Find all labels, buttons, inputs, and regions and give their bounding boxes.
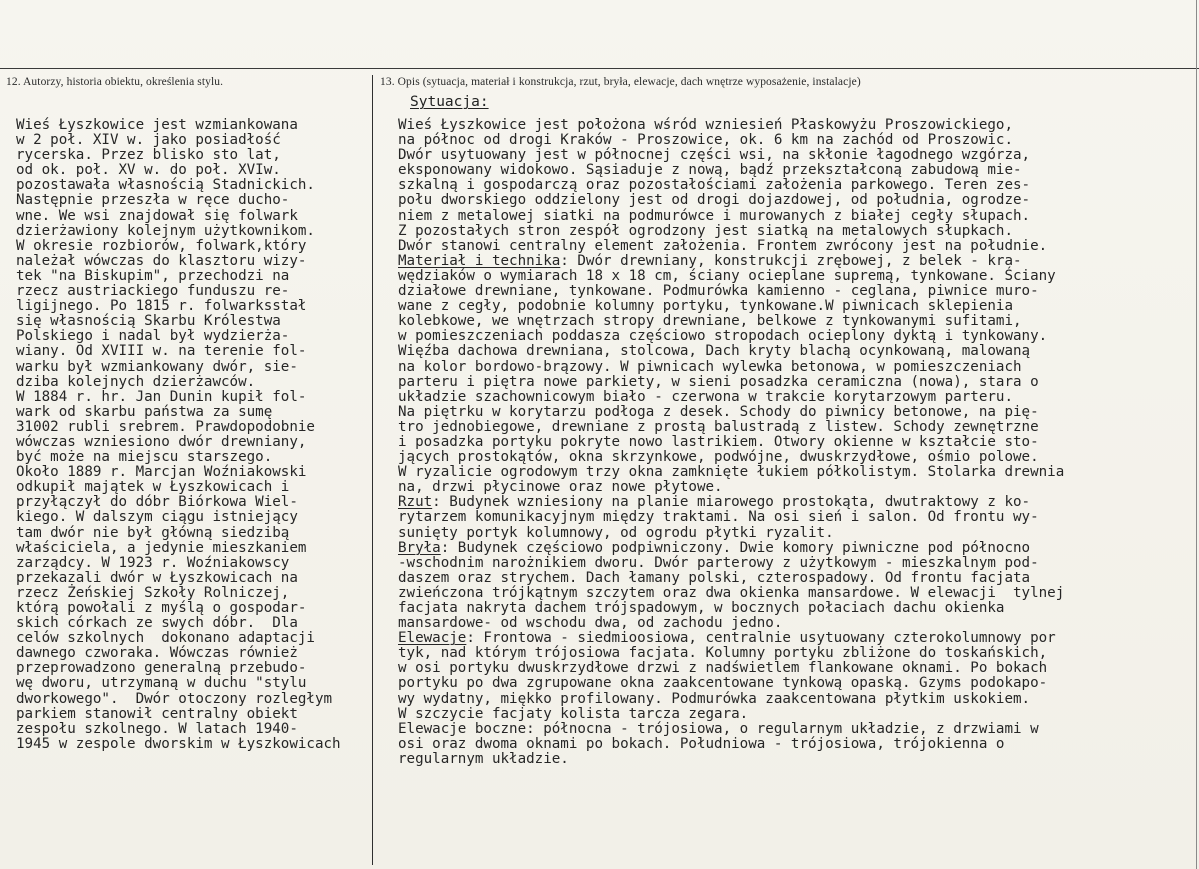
history-line: 31002 rubli srebrem. Prawdopodobnie	[16, 418, 315, 435]
history-line: Wieś Łyszkowice jest wzmiankowana	[16, 117, 298, 133]
history-line: rycerska. Przez blisko sto lat,	[16, 147, 281, 164]
description-text: Dwór stanowi centralny element założenia. Frontem zwrócony jest na południe.	[398, 237, 1048, 254]
column-divider	[372, 75, 373, 865]
history-line: Następnie przeszła w ręce ducho-	[16, 192, 290, 209]
description-line	[398, 510, 1064, 525]
description-line	[398, 148, 1064, 163]
description-text: daszem oraz strychem. Dach łamany polski, czterospadowy. Od frontu facjata	[398, 569, 1031, 586]
description-text: jących prostokątów, okna skrzynkowe, podwójne, dwuskrzydłowe, ośmio polowe.	[398, 449, 1039, 466]
description-text: mansardowe- od wschodu dwa, od zachodu jedno.	[398, 615, 783, 632]
section-label: Bryła	[398, 539, 441, 556]
description-line	[398, 480, 1064, 495]
history-line: wówczas wzniesiono dwór drewniany,	[16, 433, 307, 450]
description-line	[398, 707, 1064, 722]
history-line: tam dwór nie był główną siedzibą	[16, 524, 290, 541]
history-line: przyłączył do dóbr Biórkowa Wiel-	[16, 494, 298, 511]
section-label: Elewacje	[398, 630, 467, 647]
history-line: zarządcy. W 1923 r. Woźniakowscy	[16, 554, 290, 571]
description-line	[398, 375, 1064, 390]
description-line	[398, 601, 1064, 616]
description-line	[398, 118, 1064, 133]
description-line	[398, 676, 1064, 691]
description-text: działowe drewniane, tynkowane. Podmurówka kamienno - ceglana, piwnice muro-	[398, 283, 1039, 300]
description-text: w osi portyku dwuskrzydłowe drzwi z nadświetlem flankowane oknami. Po bokach	[398, 660, 1048, 677]
top-rule	[0, 68, 1199, 69]
section-13-header: 13. Opis (sytuacja, materiał i konstrukcja, rzut, bryła, elewacje, dach wnętrze wyposażenie, instalacje)	[380, 76, 861, 88]
description-text: W szczycie facjaty kolista tarcza zegara.	[398, 705, 749, 722]
description-text-column	[398, 118, 1064, 767]
history-line: w 2 poł. XIV w. jako posiadłość	[16, 132, 281, 149]
description-text: kolebkowe, we wnętrzach stropy drewniane, belkowe z tynkowanymi sufitami,	[398, 313, 1022, 330]
right-edge-rule	[1196, 0, 1197, 869]
description-line	[398, 239, 1064, 254]
history-line: warku był wzmiankowany dwór, sie-	[16, 358, 298, 375]
description-text: Z pozostałych stron zespół ogrodzony jest siatką na metalowych słupkach.	[398, 222, 1013, 239]
description-text: sunięty portyk kolumnowy, od ogrodu płytki ryzalit.	[398, 524, 834, 541]
description-text: parteru i piętra nowe parkiety, w sieni posadzka ceramiczna (nowa), stara o	[398, 373, 1039, 390]
description-text: Wieś Łyszkowice jest położona wśród wzniesień Płaskowyżu Proszowickiego,	[398, 117, 1013, 133]
description-line	[398, 360, 1064, 375]
description-text: tro jednobiegowe, drewniane z prostą balustradą z listew. Schody zewnętrzne	[398, 418, 1039, 435]
description-text: : Budynek częściowo podpiwniczony. Dwie komory piwniczne pod północno	[440, 539, 1031, 556]
description-line	[398, 133, 1064, 148]
description-line	[398, 390, 1064, 405]
history-line: należał wówczas do klasztoru wizy-	[16, 252, 307, 269]
description-line	[398, 163, 1064, 178]
description-text: na północ od drogi Kraków - Proszowice, ok. 6 km na zachód od Proszowic.	[398, 132, 1013, 149]
description-text: : Frontowa - siedmioosiowa, centralnie usytuowany czterokolumnowy por	[466, 630, 1056, 647]
description-line	[398, 435, 1064, 450]
history-line: 1945 w zespole dworskim w Łyszkowicach	[16, 735, 341, 752]
description-text: tyk, nad którym trójosiowa facjata. Kolumny portyku zbliżone do toskańskich,	[398, 645, 1048, 662]
description-line	[398, 571, 1064, 586]
history-line: celów szkolnych dokonano adaptacji	[16, 630, 315, 647]
history-line: tek "na Biskupim", przechodzi na	[16, 267, 290, 284]
history-line: dworkowego". Dwór otoczony rozległym	[16, 690, 333, 707]
description-line	[398, 646, 1064, 661]
description-line	[398, 752, 1064, 767]
description-text: Elewacje boczne: północna - trójosiowa, o regularnym układzie, z drzwiami w	[398, 720, 1039, 737]
description-text: osi oraz dwoma oknami po bokach. Południowa - trójosiowa, trójokienna o	[398, 735, 1005, 752]
history-line: W 1884 r. hr. Jan Dunin kupił fol-	[16, 388, 307, 405]
description-line	[398, 737, 1064, 752]
description-text: regularnym układzie.	[398, 750, 569, 767]
history-line: którą powołali z myślą o gospodar-	[16, 600, 307, 616]
history-line: się własnością Skarbu Królestwa	[16, 313, 281, 330]
description-line	[398, 178, 1064, 193]
description-line	[398, 541, 1064, 556]
description-text: W ryzalicie ogrodowym trzy okna zamknięte łukiem półkolistym. Stolarka drewnia	[398, 464, 1065, 481]
history-line: rzecz austriackiego funduszu re-	[16, 283, 290, 300]
history-line: wne. We wsi znajdował się folwark	[16, 207, 298, 224]
history-text-column	[16, 118, 341, 752]
description-text: i posadzka portyku pokryte nowo lastrikiem. Otwory okienne w kształcie sto-	[398, 433, 1039, 450]
description-line	[398, 314, 1064, 329]
description-line	[398, 254, 1064, 269]
history-line: ligijnego. Po 1815 r. folwarksstał	[16, 298, 307, 315]
description-line	[398, 692, 1064, 707]
description-text: na kolor bordowo-brązowy. W piwnicach wylewka betonowa, w pomieszczeniach	[398, 358, 1022, 375]
description-line	[398, 284, 1064, 299]
description-line	[398, 299, 1064, 314]
history-line: właściciela, a jedynie mieszkaniem	[16, 539, 307, 556]
history-line: kiego. W dalszym ciągu istniejący	[16, 509, 298, 526]
description-line	[398, 495, 1064, 510]
history-line: dzierżawiony kolejnym użytkownikom.	[16, 222, 315, 239]
description-text: : Budynek wzniesiony na planie miarowego prostokąta, dwutraktowy z ko-	[432, 494, 1031, 511]
description-line	[398, 344, 1064, 359]
description-text: Dwór usytuowany jest w północnej części wsi, na skłonie łagodnego wzgórza,	[398, 147, 1031, 164]
description-line	[398, 631, 1064, 646]
section-label: Materiał i technika	[398, 252, 561, 269]
description-line	[398, 616, 1064, 631]
description-text: rytarzem komunikacyjnym między traktami. Na osi sień i salon. Od frontu wy-	[398, 509, 1039, 526]
situation-heading: Sytuacja:	[410, 94, 489, 110]
history-line: przeprowadzono generalną przebudo-	[16, 660, 307, 677]
section-12-header: 12. Autorzy, historia obiektu, określenia stylu.	[6, 76, 224, 88]
description-line	[398, 329, 1064, 344]
history-line: wę dworu, utrzymaną w duchu "stylu	[16, 675, 307, 692]
description-text: wane z cegły, podobnie kolumny portyku, tynkowane.W piwnicach sklepienia	[398, 298, 1013, 315]
description-text: połu dworskiego oddzielony jest od drogi dojazdowej, od południa, ogrodze-	[398, 192, 1031, 209]
history-line: skich córkach ze swych dóbr. Dla	[16, 615, 298, 632]
history-line: W okresie rozbiorów, folwark,który	[16, 237, 307, 254]
description-text: wy wydatny, miękko profilowany. Podmurówka zaakcentowana płytkim uskokiem.	[398, 690, 1031, 707]
description-text: układzie szachownicowym biało - czerwona w trakcie korytarzowym parteru.	[398, 388, 1013, 405]
description-text: szkalną i gospodarczą oraz pozostałościami założenia parkowego. Teren zes-	[398, 177, 1031, 194]
description-text: Na piętrku w korytarzu podłoga z desek. Schody do piwnicy betonowe, na pię-	[398, 403, 1039, 420]
history-line: dawnego czworaka. Wówczas również	[16, 645, 298, 662]
description-line	[398, 556, 1064, 571]
description-line	[398, 526, 1064, 541]
description-text: niem z metalowej siatki na podmurówce i murowanych z białej cegły słupach.	[398, 207, 1031, 224]
description-text: wędziaków o wymiarach 18 x 18 cm, ściany ocieplane supremą, tynkowane. Ściany	[398, 267, 1056, 284]
history-line: wiany. Od XVIII w. na terenie fol-	[16, 343, 307, 360]
history-line: przekazali dwór w Łyszkowicach na	[16, 569, 298, 586]
history-line: odkupił majątek w Łyszkowicach i	[16, 479, 290, 496]
description-line	[398, 209, 1064, 224]
description-text: zwieńczona trójkątnym szczytem oraz dwa okienka mansardowe. W elewacji tylnej	[398, 584, 1065, 601]
description-text: facjata nakryta dachem trójspadowym, w bocznych połaciach dachu okienka	[398, 600, 1005, 616]
description-text: -wschodnim narożnikiem dworu. Dwór parterowy z użytkowym - mieszkalnym pod-	[398, 554, 1039, 571]
history-line: wark od skarbu państwa za sumę	[16, 403, 273, 420]
history-line: od ok. poł. XV w. do poł. XVIw.	[16, 162, 281, 179]
description-line	[398, 269, 1064, 284]
history-line: dziba kolejnych dzierżawców.	[16, 373, 256, 390]
description-line	[398, 722, 1064, 737]
history-line: być może na miejscu starszego.	[16, 449, 273, 466]
description-line	[398, 405, 1064, 420]
history-line: Polskiego i nadal był wydzierża-	[16, 328, 290, 345]
description-text: portyku po dwa zgrupowane okna zaakcentowane tynkową opaską. Gzyms podokapo-	[398, 675, 1048, 692]
description-line	[398, 586, 1064, 601]
description-text: w pomieszczeniach poddasza częściowo stropodach ocieplony dyktą i tynkowany.	[398, 328, 1048, 345]
description-text: na, drzwi płycinowe oraz nowe płytowe.	[398, 479, 723, 496]
section-label: Rzut	[398, 494, 433, 511]
description-line	[398, 224, 1064, 239]
history-line: Około 1889 r. Marcjan Woźniakowski	[16, 464, 307, 481]
description-line	[398, 450, 1064, 465]
history-line: parkiem stanowił centralny obiekt	[16, 705, 298, 722]
description-line	[398, 193, 1064, 208]
description-text: Więźba dachowa drewniana, stolcowa, Dach kryty blachą ocynkowaną, malowaną	[398, 343, 1031, 360]
description-text: : Dwór drewniany, konstrukcji zrębowej, z belek - kra-	[560, 252, 1022, 269]
description-line	[398, 420, 1064, 435]
description-text: eksponowany widokowo. Sąsiaduje z nową, bądź przekształconą zabudową mie-	[398, 162, 1022, 179]
history-line: pozostawała własnością Stadnickich.	[16, 177, 315, 194]
description-line	[398, 465, 1064, 480]
description-line	[398, 661, 1064, 676]
history-line: zespołu szkolnego. W latach 1940-	[16, 720, 298, 737]
history-line: rzecz Żeńskiej Szkoły Rolniczej,	[16, 584, 290, 601]
